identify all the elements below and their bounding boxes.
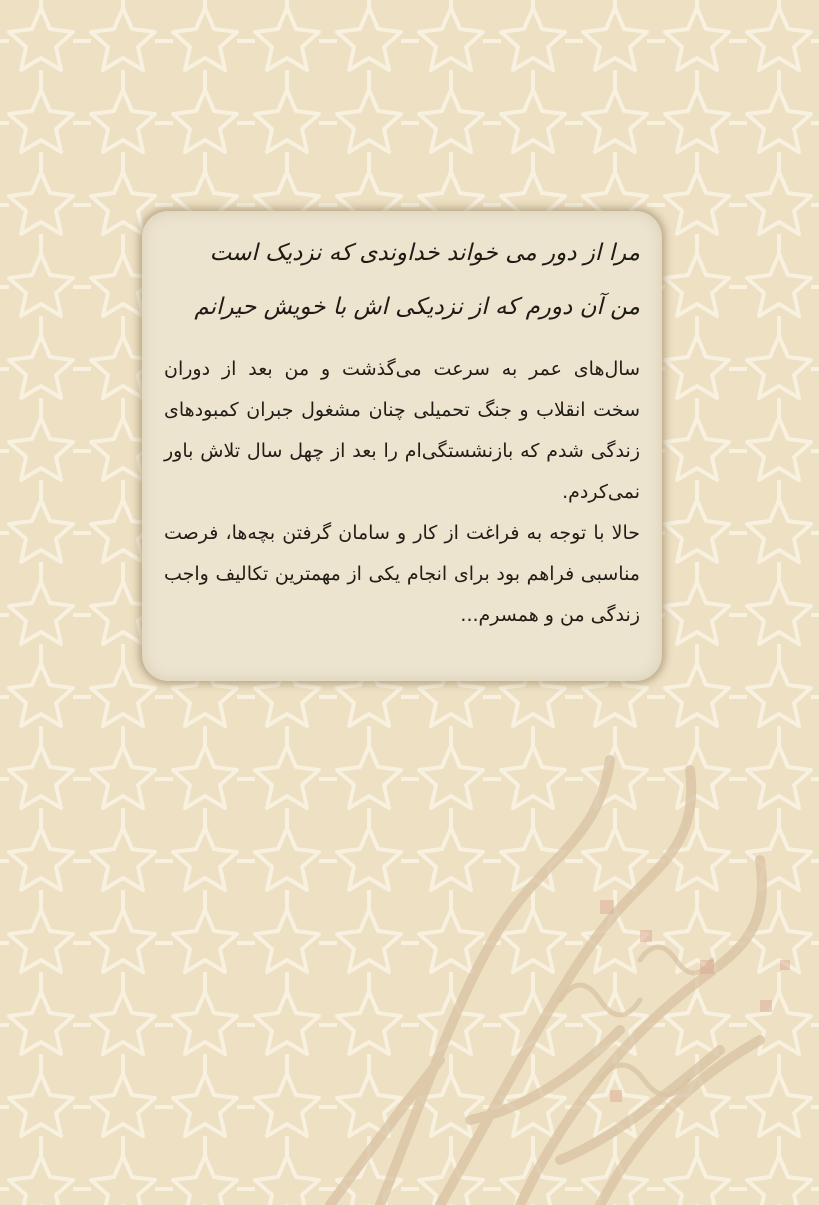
prose-body bbox=[164, 349, 640, 636]
paragraph-2: حالا با توجه به فراغت از کار و سامان گرفتن بچه‌ها، فرصت مناسبی فراهم بود برای انجام یکی از مهمترین تکالیف واجب زندگی من و همسرم... bbox=[164, 521, 640, 626]
paragraph-1: سال‌های عمر به سرعت می‌گذشت و من بعد از دوران سخت انقلاب و جنگ تحمیلی چنان مشغول جبران کمبودهای زندگی شدم که بازنشستگی‌ام را بعد از چهل سال تلاش باور نمی‌کردم. bbox=[164, 357, 640, 503]
text-panel bbox=[142, 211, 662, 681]
poem-line-1: مرا از دور می خواند خداوندی که نزدیک است bbox=[209, 240, 640, 266]
poem-line-2: من آن دورم که از نزدیکی اش با خویش حیرانم bbox=[194, 293, 640, 320]
